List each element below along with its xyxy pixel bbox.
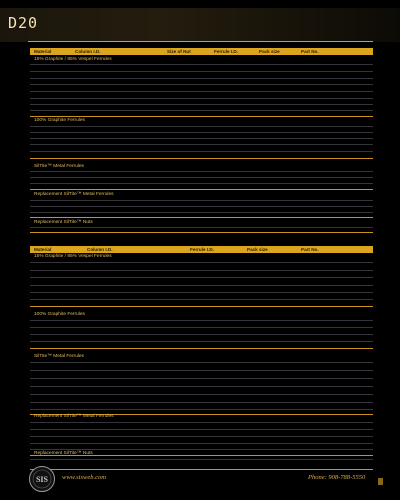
table-row-line	[30, 299, 373, 300]
table-row-line	[30, 386, 373, 387]
table-row-line	[30, 409, 373, 410]
column-column-id: Column I.D.	[75, 49, 101, 54]
table-row-line	[30, 91, 373, 92]
column-pack-size: Pack size	[247, 247, 268, 252]
footer-rule	[30, 469, 373, 470]
column-ferrule-id: Ferrule I.D.	[214, 49, 238, 54]
column-material: Material	[34, 49, 52, 54]
section-divider	[30, 306, 373, 307]
table-row-line	[30, 171, 373, 172]
table-row-line	[30, 104, 373, 105]
table-row-line	[30, 212, 373, 213]
column-material: Material	[34, 247, 52, 252]
page-header	[0, 8, 400, 42]
table-row-line	[30, 378, 373, 379]
section-label: SilTite™ Metal Ferrules	[34, 354, 84, 359]
table-row-line	[30, 341, 373, 342]
table-row-line	[30, 110, 373, 111]
table-row-line	[30, 422, 373, 423]
section-divider	[30, 116, 373, 117]
table-row-line	[30, 394, 373, 395]
table-row-line	[30, 402, 373, 403]
header-rule	[28, 41, 373, 42]
sis-logo	[28, 465, 56, 493]
table-row-line	[30, 262, 373, 263]
table-row-line	[30, 71, 373, 72]
table-row-line	[30, 144, 373, 145]
section-label: Replacement SilTite™ Nuts	[34, 220, 93, 225]
section-divider	[30, 232, 373, 233]
table-row-line	[30, 78, 373, 79]
table-row-line	[30, 200, 373, 201]
section-label: 15% Graphite / 85% Vespel Ferrules	[34, 254, 112, 259]
section-label: 15% Graphite / 85% Vespel Ferrules	[34, 57, 112, 62]
table-row-line	[30, 84, 373, 85]
table-row-line	[30, 285, 373, 286]
table-row-line	[30, 327, 373, 328]
table-row-line	[30, 138, 373, 139]
logo-text: SIS	[35, 475, 49, 484]
page-code: D20	[8, 14, 39, 32]
column-size-of-nut: Size of Nut	[167, 49, 191, 54]
table-row-line	[30, 370, 373, 371]
section-divider	[30, 217, 373, 218]
table-row-line	[30, 436, 373, 437]
table-row-line	[30, 227, 373, 228]
table-row-line	[30, 177, 373, 178]
column-part-no: Part No.	[301, 49, 319, 54]
column-ferrule-id: Ferrule I.D.	[190, 247, 214, 252]
table-row-line	[30, 206, 373, 207]
table-row-line	[30, 429, 373, 430]
table-row-line	[30, 126, 373, 127]
table-row-line	[30, 320, 373, 321]
table-row-line	[30, 449, 373, 450]
section-divider	[30, 158, 373, 159]
table-row-line	[30, 64, 373, 65]
table-row-line	[30, 270, 373, 271]
website-link[interactable]: www.sisweb.com	[62, 474, 106, 481]
table-row-line	[30, 443, 373, 444]
section-divider	[30, 189, 373, 190]
section-divider	[30, 348, 373, 349]
table-row-line	[30, 151, 373, 152]
section-label: 100% Graphite Ferrules	[34, 118, 85, 123]
column-pack-size: Pack size	[259, 49, 280, 54]
table-row-line	[30, 98, 373, 99]
section-label: 100% Graphite Ferrules	[34, 312, 85, 317]
table-row-line	[30, 459, 373, 460]
column-column-id: Column I.D.	[87, 247, 113, 252]
table-row-line	[30, 132, 373, 133]
table-row-line	[30, 292, 373, 293]
column-part-no: Part No.	[301, 247, 319, 252]
table-row-line	[30, 334, 373, 335]
section-label: Replacement SilTite™ Metal Ferrules	[34, 192, 114, 197]
section-label: SilTite™ Metal Ferrules	[34, 164, 84, 169]
table1-column-header	[30, 48, 373, 55]
table-row-line	[30, 277, 373, 278]
section-label: Replacement SilTite™ Metal Ferrules	[34, 414, 114, 419]
page-edge-mark	[378, 478, 383, 485]
table-row-line	[30, 362, 373, 363]
table2-column-header	[30, 246, 373, 253]
section-label: Replacement SilTite™ Nuts	[34, 451, 93, 456]
table-row-line	[30, 183, 373, 184]
phone-number: Phone: 908-788-5550	[308, 474, 366, 481]
